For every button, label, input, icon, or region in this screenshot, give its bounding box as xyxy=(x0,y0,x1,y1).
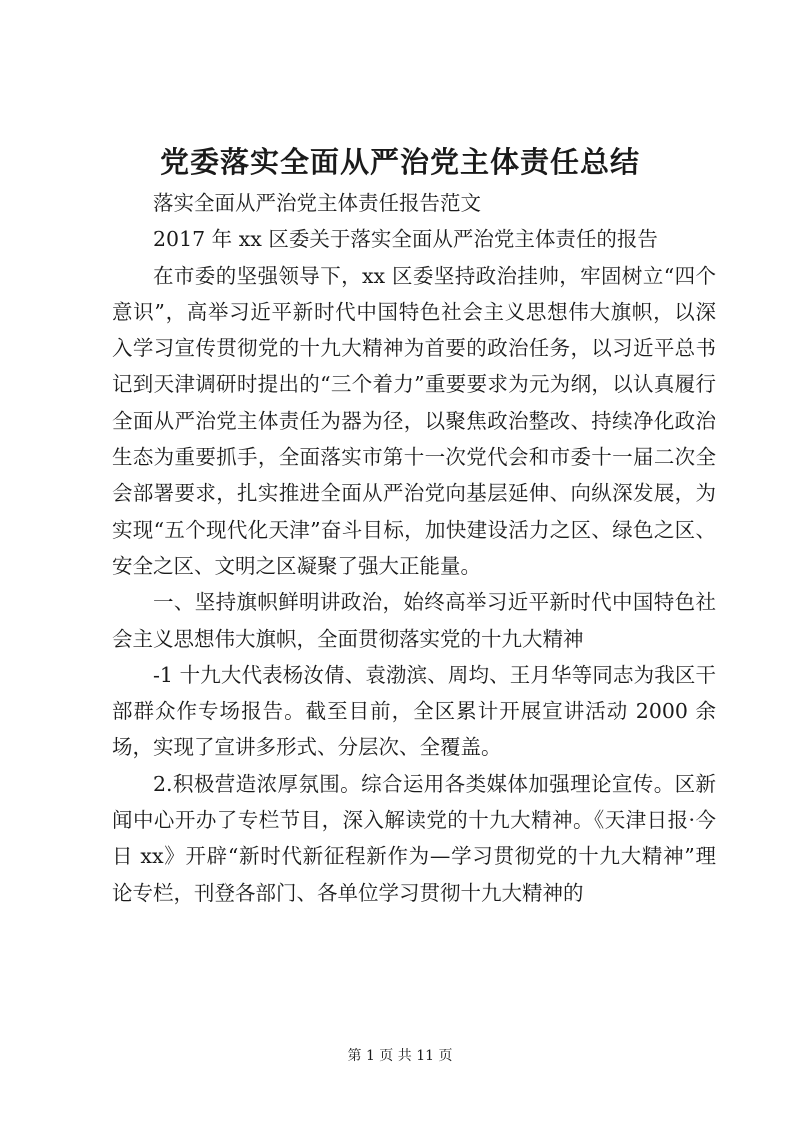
paragraph-intro: 在市委的坚强领导下，xx 区委坚持政治挂帅，牢固树立“四个意识”，高举习近平新时代中国特色社会主义思想伟大旗帜，以深入学习宣传贯彻党的十九大精神为首要的政治任务，以习近平总书记到天津调研时提出的“三个着力”重要要求为元为纲，以认真履行全面从严治党主体责任为器为径，以聚焦政治整改、持续净化政治生态为重要抓手，全面落实市第十一次党代会和市委十一届二次全会部署要求，扎实推进全面从严治党向基层延伸、向纵深发展，为实现“五个现代化天津”奋斗目标，加快建设活力之区、绿色之区、安全之区、文明之区凝聚了强大正能量。 xyxy=(112,263,716,578)
paragraph-report-title: 2017 年 xx 区委关于落实全面从严治党主体责任的报告 xyxy=(153,227,658,252)
paragraph-subtitle: 落实全面从严治党主体责任报告范文 xyxy=(153,191,481,215)
document-body xyxy=(112,185,716,911)
document-title: 党委落实全面从严治党主体责任总结 xyxy=(159,145,640,179)
paragraph-item-2: 2.积极营造浓厚氛围。综合运用各类媒体加强理论宣传。区新闻中心开办了专栏节目，深入解读党的十九大精神。《天津日报·今日 xx》开辟“新时代新征程新作为—学习贯彻党的十九大精神”理论专栏，刊登各部门、各单位学习贯彻十九大精神的 xyxy=(112,771,716,905)
page-footer: 第 1 页 共 11 页 xyxy=(347,1048,453,1064)
paragraph-item-1: -1 十九大代表杨汝倩、袁渤滨、周均、王月华等同志为我区干部群众作专场报告。截至目前，全区累计开展宣讲活动 2000 余场，实现了宣讲多形式、分层次、全覆盖。 xyxy=(112,662,716,760)
paragraph-section-heading: 一、坚持旗帜鲜明讲政治，始终高举习近平新时代中国特色社会主义思想伟大旗帜，全面贯彻落实党的十九大精神 xyxy=(112,590,716,651)
